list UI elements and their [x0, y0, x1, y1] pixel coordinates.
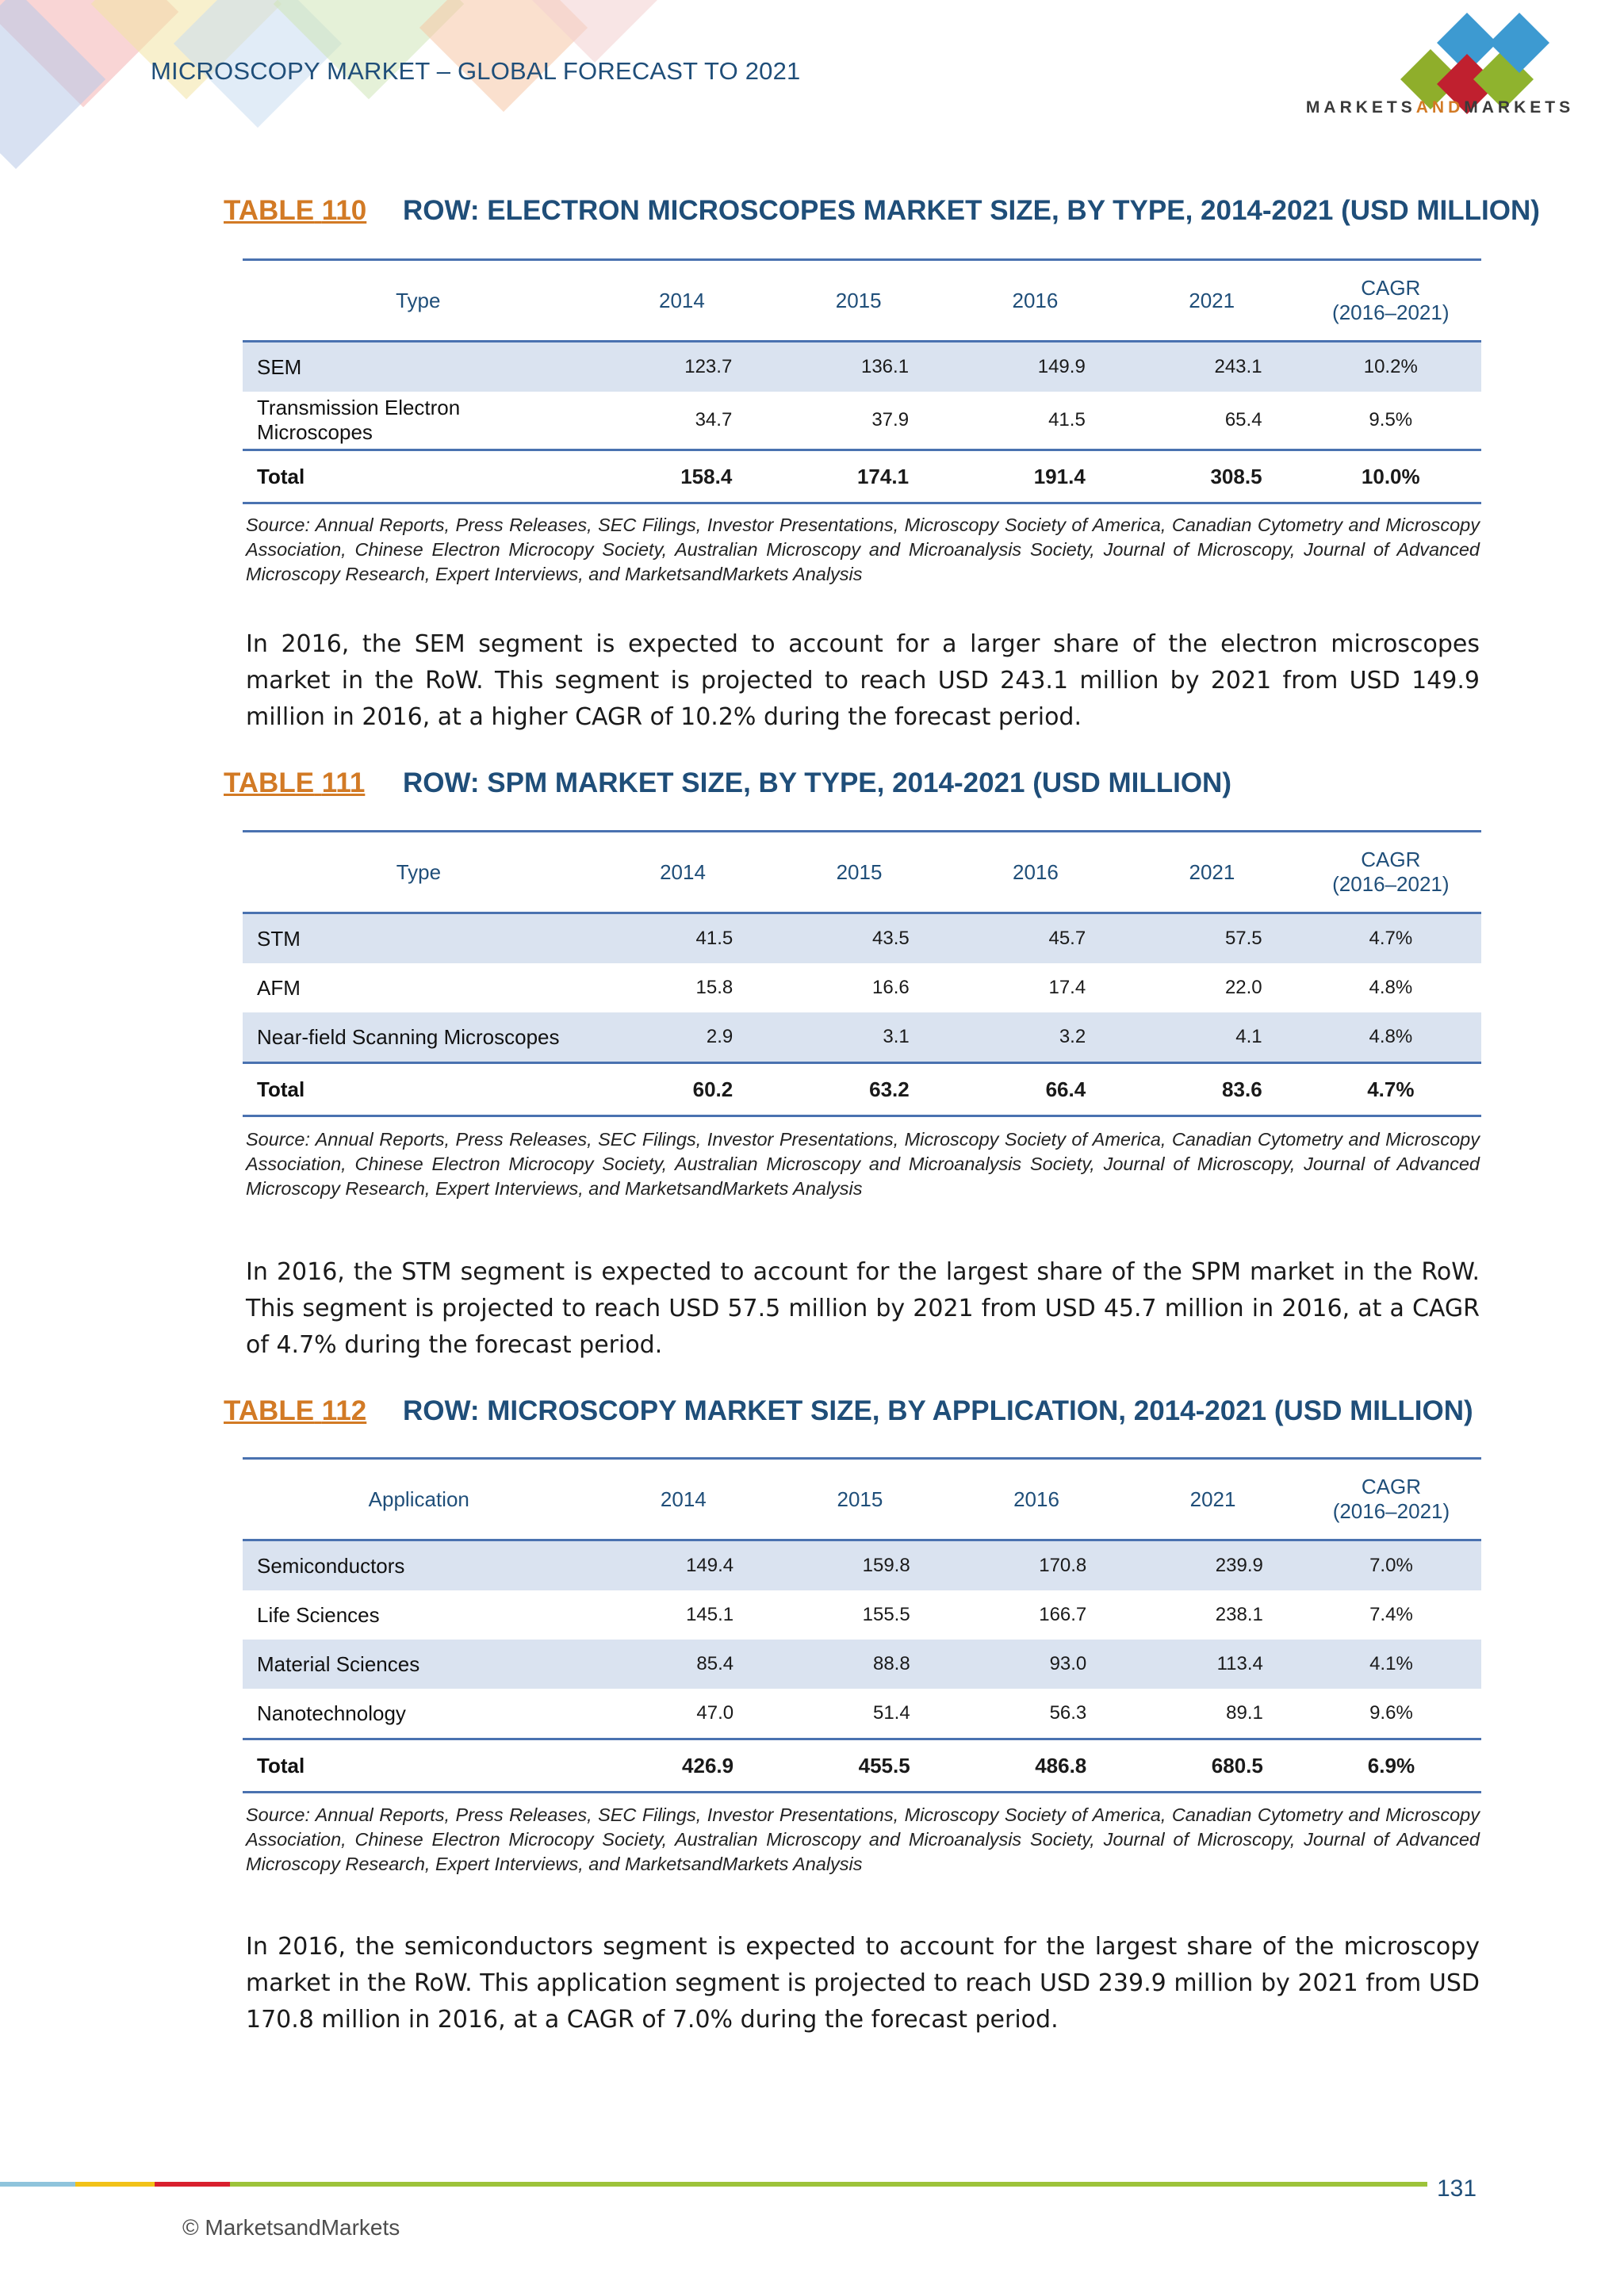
- page-number: 131: [1437, 2175, 1477, 2202]
- column-header: 2014: [659, 288, 705, 312]
- logo-wordmark: MARKETSANDMARKETS: [1305, 98, 1575, 117]
- table-row: STM 41.5 43.5 45.7 57.5 4.7%: [243, 913, 1481, 964]
- table-title: ROW: SPM MARKET SIZE, BY TYPE, 2014-2021 (USD MILLION): [403, 767, 1231, 798]
- column-header: Type: [396, 859, 442, 884]
- table-total-row: Total 426.9 455.5 486.8 680.5 6.9%: [243, 1739, 1481, 1793]
- column-header: Application: [368, 1487, 469, 1511]
- table-row: Semiconductors 149.4 159.8 170.8 239.9 7.0%: [243, 1540, 1481, 1591]
- table-header-row: [243, 832, 1481, 913]
- table-112: [243, 1457, 1481, 1793]
- table-label: TABLE 110: [224, 195, 367, 226]
- report-title: MICROSCOPY MARKET – GLOBAL FORECAST TO 2021: [151, 57, 801, 85]
- column-header: 2015: [837, 1487, 883, 1511]
- table-label: TABLE 111: [224, 767, 366, 798]
- table-110-source: Source: Annual Reports, Press Releases, SEC Filings, Investor Presentations, Microscopy Society of America, Canadian Cytometry and Microscopy Association, Chinese Electron Microcopy Society, Australian Microscopy and Microanalysis Society, Journal of Microscopy, Journal of Advanced Microscopy Research, Expert Interviews, and MarketsandMarkets Analysis: [246, 515, 1480, 584]
- column-header-cagr: CAGR (2016–2021): [1332, 276, 1450, 324]
- table-label: TABLE 112: [224, 1395, 367, 1426]
- copyright: © MarketsandMarkets: [182, 2215, 400, 2240]
- column-header: 2015: [835, 288, 882, 312]
- table-110-paragraph: In 2016, the SEM segment is expected to account for a larger share of the electron microscopes market in the RoW. This segment is projected to reach USD 243.1 million by 2021 from USD 149.9 million in 2016, at a higher CAGR of 10.2% during the forecast period.: [246, 630, 1480, 731]
- column-header: Type: [396, 288, 441, 312]
- table-110-caption: [224, 195, 1540, 227]
- table-110: [243, 258, 1481, 504]
- column-header: 2016: [1013, 859, 1059, 884]
- column-header: 2014: [660, 859, 706, 884]
- table-111-source: Source: Annual Reports, Press Releases, SEC Filings, Investor Presentations, Microscopy Society of America, Canadian Cytometry and Microscopy Association, Chinese Electron Microcopy Society, Australian Microscopy and Microanalysis Society, Journal of Microscopy, Journal of Advanced Microscopy Research, Expert Interviews, and MarketsandMarkets Analysis: [246, 1129, 1480, 1199]
- table-112-source: Source: Annual Reports, Press Releases, SEC Filings, Investor Presentations, Microscopy Society of America, Canadian Cytometry and Microscopy Association, Chinese Electron Microcopy Society, Australian Microscopy and Microanalysis Society, Journal of Microscopy, Journal of Advanced Microscopy Research, Expert Interviews, and MarketsandMarkets Analysis: [246, 1804, 1480, 1874]
- column-header: 2021: [1189, 859, 1235, 884]
- column-header: 2021: [1189, 1487, 1236, 1511]
- table-row: Transmission Electron Microscopes 34.7 37.9 41.5 65.4 9.5%: [257, 396, 1413, 444]
- table-row: AFM 15.8 16.6 17.4 22.0 4.8%: [257, 975, 1413, 1000]
- table-row: Life Sciences 145.1 155.5 166.7 238.1 7.4%: [257, 1602, 1413, 1627]
- table-header-row: [243, 1459, 1481, 1540]
- table-112-paragraph: In 2016, the semiconductors segment is expected to account for the largest share of the microscopy market in the RoW. This application segment is projected to reach USD 239.9 million by 2021 from USD 170.8 million in 2016, at a CAGR of 7.0% during the forecast period.: [246, 1933, 1480, 2034]
- column-header-cagr: CAGR (2016–2021): [1332, 1475, 1450, 1523]
- table-header-row: [243, 260, 1481, 342]
- table-111-paragraph: In 2016, the STM segment is expected to account for the largest share of the SPM market in the RoW. This segment is projected to reach USD 57.5 million by 2021 from USD 45.7 million in 2016, at a CAGR of 4.7% during the forecast period.: [246, 1258, 1480, 1359]
- table-row: Near-field Scanning Microscopes 2.9 3.1 3.2 4.1 4.8%: [243, 1012, 1481, 1063]
- table-title: ROW: ELECTRON MICROSCOPES MARKET SIZE, BY TYPE, 2014-2021 (USD MILLION): [403, 195, 1540, 226]
- table-total-row: Total 60.2 63.2 66.4 83.6 4.7%: [243, 1063, 1481, 1116]
- table-row: Nanotechnology 47.0 51.4 56.3 89.1 9.6%: [257, 1701, 1413, 1725]
- column-header: 2016: [1013, 1487, 1059, 1511]
- table-111-caption: [224, 767, 1492, 799]
- column-header: 2015: [836, 859, 883, 884]
- table-111: [243, 830, 1481, 1117]
- table-112-caption: [224, 1395, 1492, 1427]
- table-total-row: Total 158.4 174.1 191.4 308.5 10.0%: [243, 450, 1481, 503]
- column-header: 2021: [1189, 288, 1235, 312]
- column-header: 2014: [660, 1487, 707, 1511]
- table-title: ROW: MICROSCOPY MARKET SIZE, BY APPLICATION, 2014-2021 (USD MILLION): [403, 1395, 1473, 1426]
- table-row: SEM 123.7 136.1 149.9 243.1 10.2%: [243, 342, 1481, 392]
- column-header-cagr: CAGR (2016–2021): [1332, 848, 1450, 896]
- column-header: 2016: [1012, 288, 1059, 312]
- table-row: Material Sciences 85.4 88.8 93.0 113.4 4.1%: [243, 1640, 1481, 1689]
